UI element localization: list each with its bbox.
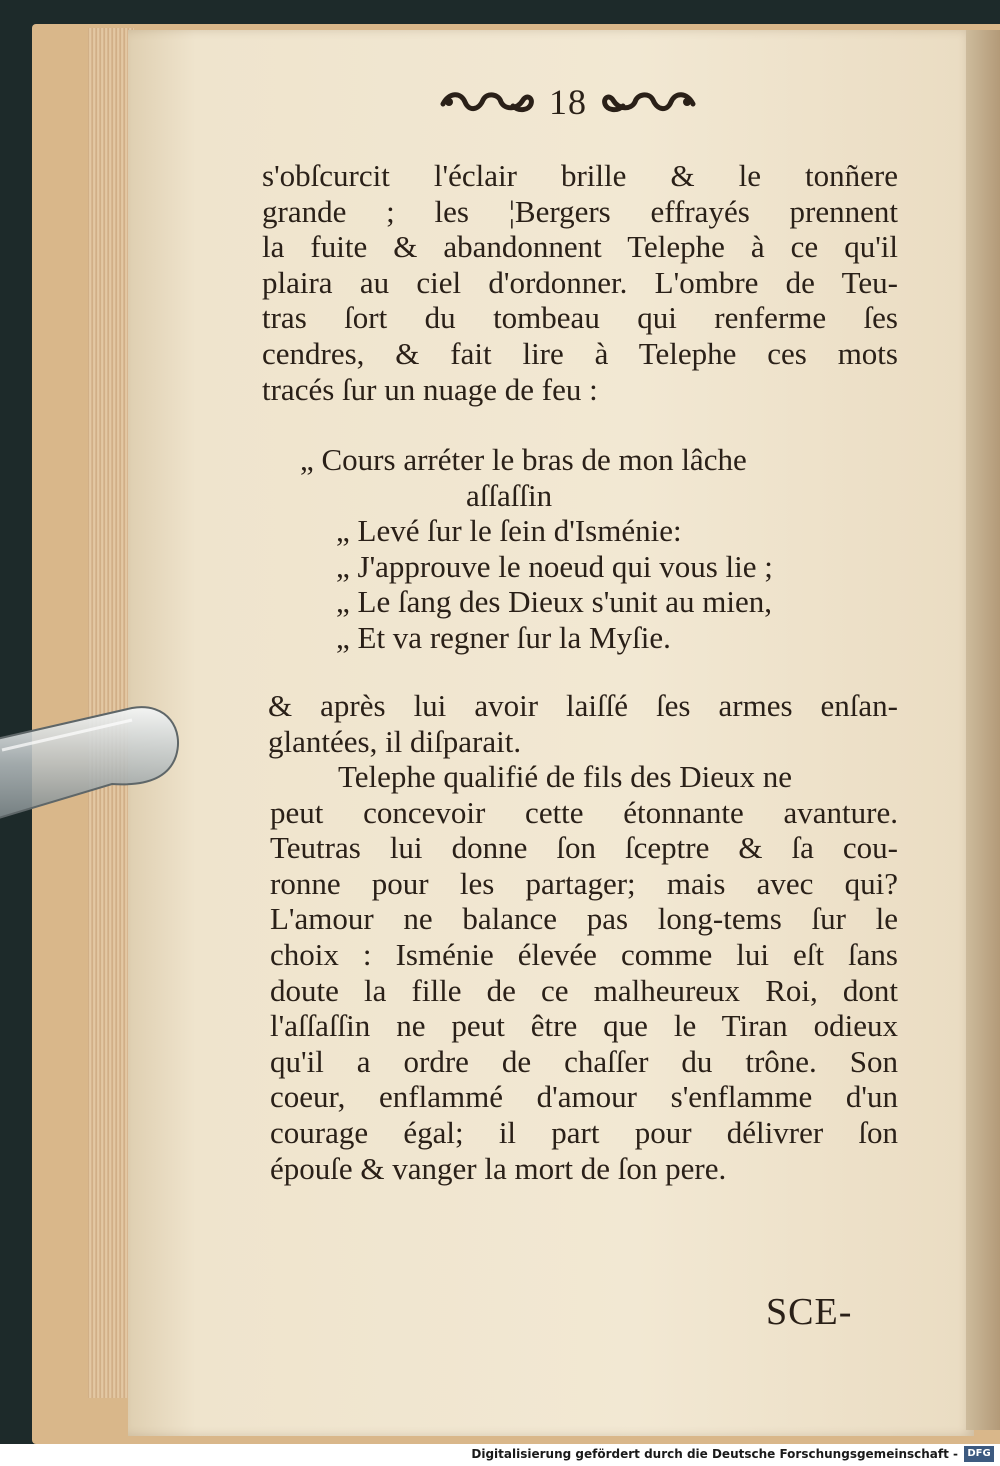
verse-line: „ Levé ſur le ſein d'Isménie: — [336, 513, 682, 549]
text-line: ronne pour les partager; mais avec qui? — [270, 865, 898, 901]
text-line: s'obſcurcit l'éclair brille & le tonñere — [262, 158, 898, 193]
page-clip — [0, 700, 182, 820]
text-line: épouſe & vanger la mort de ſon pere. — [270, 1150, 727, 1186]
text-line: tracés ſur un nuage de feu : — [262, 371, 598, 407]
paragraph-2 — [268, 688, 898, 759]
dfg-logo-icon: DFG — [964, 1446, 994, 1462]
page-header — [428, 82, 708, 122]
text-line: la fuite & abandonnent Telephe à ce qu'il — [262, 229, 898, 265]
text-line: L'amour ne balance pas long-tems ſur le — [270, 901, 898, 937]
text-line: courage égal; il part pour délivrer ſon — [270, 1114, 898, 1150]
verse-block — [300, 442, 900, 656]
verse-line: „ J'approuve le noeud qui vous lie ; — [336, 548, 773, 584]
verse-line: „ Et va regner ſur la Myſie. — [336, 619, 671, 655]
text-line: glantées, il diſparait. — [268, 723, 522, 759]
text-line: l'aſſaſſin ne peut être que le Tiran odieux — [270, 1008, 898, 1044]
text-line: grande ; les ¦Bergers effrayés prennent — [262, 193, 898, 229]
text-line: doute la fille de ce malheureux Roi, dont — [270, 972, 898, 1008]
footer-bar — [0, 1444, 1000, 1466]
text-line: qu'il a ordre de chaſſer du trône. Son — [270, 1043, 898, 1079]
text-line: plaira au ciel d'ordonner. L'ombre de Teu- — [262, 264, 898, 300]
text-line: coeur, enflammé d'amour s'enflamme d'un — [270, 1079, 898, 1115]
ornament-left-icon — [439, 88, 535, 116]
verse-line: „ Le ſang des Dieux s'unit au mien, — [336, 584, 773, 620]
text-line: tras ſort du tombeau qui renferme ſes — [262, 300, 898, 336]
text-line: choix : Isménie élevée comme lui eſt ſans — [270, 936, 898, 972]
page-right-edge — [966, 30, 1000, 1430]
verse-line: aſſaſſin — [466, 477, 553, 513]
footer-credit: Digitalisierung gefördert durch die Deutsche Forschungsgemeinschaft - — [471, 1447, 958, 1461]
text-line: Telephe qualifié de fils des Dieux ne — [338, 759, 793, 794]
text-line: & après lui avoir laiſſé ſes armes enſan- — [268, 688, 898, 723]
ornament-right-icon — [601, 88, 697, 116]
text-line: cendres, & fait lire à Telephe ces mots — [262, 335, 898, 371]
verse-line: „ Cours arréter le bras de mon lâche — [300, 442, 747, 477]
page-number: 18 — [549, 82, 587, 122]
text-line: peut concevoir cette étonnante avanture. — [270, 794, 898, 830]
paragraph-1 — [262, 158, 898, 407]
text-line: Teutras lui donne ſon ſceptre & ſa cou- — [270, 830, 898, 866]
paragraph-3 — [270, 759, 898, 1186]
catchword: SCE- — [766, 1291, 853, 1333]
